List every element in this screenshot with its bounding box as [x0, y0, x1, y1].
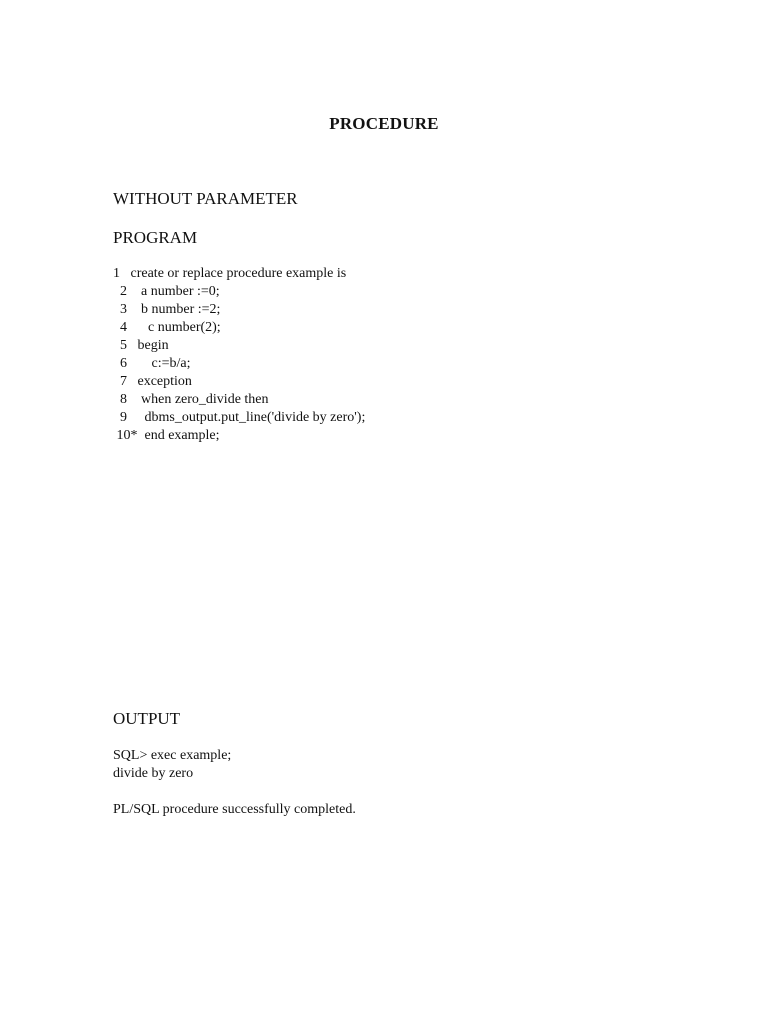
output-spacer — [113, 783, 356, 801]
program-code-listing — [113, 265, 365, 445]
page-title: PROCEDURE — [329, 114, 439, 133]
output-command-line: SQL> exec example; — [113, 748, 232, 763]
code-line: 8 when zero_divide then — [113, 392, 269, 407]
section-heading: WITHOUT PARAMETER — [113, 189, 298, 208]
code-line: 4 c number(2); — [113, 320, 221, 335]
output-status-line: PL/SQL procedure successfully completed. — [113, 802, 356, 817]
code-line: 3 b number :=2; — [113, 302, 221, 317]
code-line: 7 exception — [113, 374, 192, 389]
code-line: 6 c:=b/a; — [113, 356, 191, 371]
output-heading: OUTPUT — [113, 709, 181, 728]
program-heading: PROGRAM — [113, 228, 198, 247]
code-line: 2 a number :=0; — [113, 284, 220, 299]
code-line: 9 dbms_output.put_line('divide by zero'); — [113, 410, 366, 425]
output-result-line: divide by zero — [113, 766, 194, 781]
code-line: 5 begin — [113, 338, 169, 353]
code-line: 1 create or replace procedure example is — [113, 266, 347, 281]
code-line: 10* end example; — [113, 428, 220, 443]
output-block — [113, 747, 356, 819]
